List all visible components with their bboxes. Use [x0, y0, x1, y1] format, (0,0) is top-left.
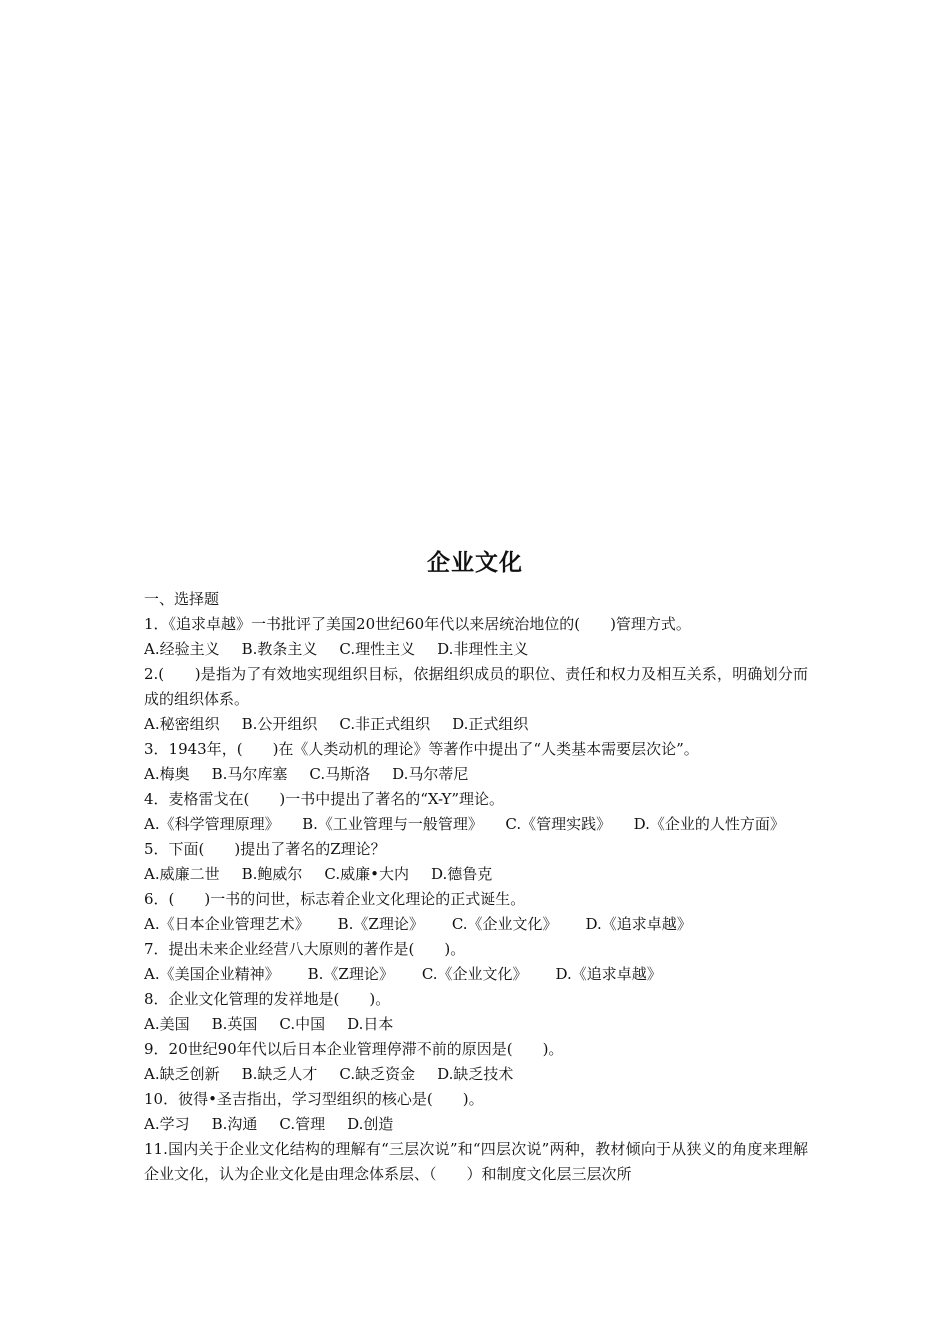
section-heading: 一、选择题 [144, 590, 220, 608]
option-a: A.经验主义 [144, 640, 220, 658]
option-d: D.德鲁克 [430, 865, 493, 883]
option-b: B.鲍威尔 [241, 865, 303, 883]
question-options [144, 1112, 808, 1137]
option-d: D.缺乏技术 [437, 1065, 514, 1083]
option-c: C.中国 [279, 1015, 326, 1033]
question-options [144, 637, 808, 662]
option-d: D.创造 [347, 1115, 394, 1133]
option-d: D.《追求卓越》 [555, 965, 662, 983]
question-options [144, 762, 808, 787]
question-text: 11.国内关于企业文化结构的理解有“三层次说”和“四层次说”两种，教材倾向于从狭义的角度来理解企业文化，认为企业文化是由理念体系层、（ ）和制度文化层三层次所 [144, 1140, 808, 1183]
option-d: D.非理性主义 [437, 640, 529, 658]
page-title: 企业文化 [427, 550, 523, 576]
question-text: 1．《追求卓越》一书批评了美国20世纪60年代以来居统治地位的( )管理方式。 [144, 615, 691, 633]
option-c: C.缺乏资金 [339, 1065, 416, 1083]
question-options [144, 1012, 808, 1037]
question-text: 10．彼得•圣吉指出，学习型组织的核心是( )。 [144, 1090, 484, 1108]
option-c: C.马斯洛 [309, 765, 371, 783]
option-c: C.威廉•大内 [324, 865, 409, 883]
question-options [144, 962, 808, 987]
question-text: 2.( )是指为了有效地实现组织目标，依据组织成员的职位、责任和权力及相互关系，明确划分而成的组织体系。 [144, 665, 808, 708]
option-d: D.《追求卓越》 [585, 915, 692, 933]
option-b: B.马尔库塞 [211, 765, 288, 783]
option-a: A.《美国企业精神》 [144, 965, 280, 983]
option-b: B.《Z理论》 [337, 915, 424, 933]
question-text: 8．企业文化管理的发祥地是( )。 [144, 990, 391, 1008]
question-options: A.《科学管理原理》 B.《工业管理与一般管理》 C.《管理实践》 D.《企业的人性方面》 [144, 815, 785, 833]
option-a: A.《日本企业管理艺术》 [144, 915, 310, 933]
option-b: B.公开组织 [241, 715, 318, 733]
option-d: D.马尔蒂尼 [392, 765, 469, 783]
question-text: 3．1943年，( )在《人类动机的理论》等著作中提出了“人类基本需要层次论”。 [144, 740, 699, 758]
question-text: 6．( )一书的问世，标志着企业文化理论的正式诞生。 [144, 890, 526, 908]
option-a: A.威廉二世 [144, 865, 220, 883]
option-b: B.缺乏人才 [241, 1065, 318, 1083]
option-b: B.《Z理论》 [307, 965, 394, 983]
question-options [144, 1062, 808, 1087]
option-a: A.美国 [144, 1015, 190, 1033]
question-text: 7．提出未来企业经营八大原则的著作是( )。 [144, 940, 466, 958]
option-b: B.沟通 [211, 1115, 258, 1133]
question-text: 9．20世纪90年代以后日本企业管理停滞不前的原因是( )。 [144, 1040, 564, 1058]
option-c: C.理性主义 [339, 640, 416, 658]
option-a: A.缺乏创新 [144, 1065, 220, 1083]
option-b: B.英国 [211, 1015, 258, 1033]
question-options [144, 862, 808, 887]
question-text: 5．下面( )提出了著名的Z理论？ [144, 840, 386, 858]
option-c: C.管理 [279, 1115, 326, 1133]
option-a: A.秘密组织 [144, 715, 220, 733]
question-options [144, 912, 808, 937]
option-c: C.非正式组织 [339, 715, 431, 733]
option-b: B.教条主义 [241, 640, 318, 658]
option-c: C.《企业文化》 [421, 965, 528, 983]
option-d: D.正式组织 [452, 715, 529, 733]
option-a: A.学习 [144, 1115, 190, 1133]
question-options [144, 712, 808, 737]
option-a: A.梅奥 [144, 765, 190, 783]
option-c: C.《企业文化》 [451, 915, 558, 933]
question-text: 4．麦格雷戈在( )一书中提出了著名的“X-Y”理论。 [144, 790, 505, 808]
option-d: D.日本 [347, 1015, 394, 1033]
question-list [144, 587, 808, 1187]
